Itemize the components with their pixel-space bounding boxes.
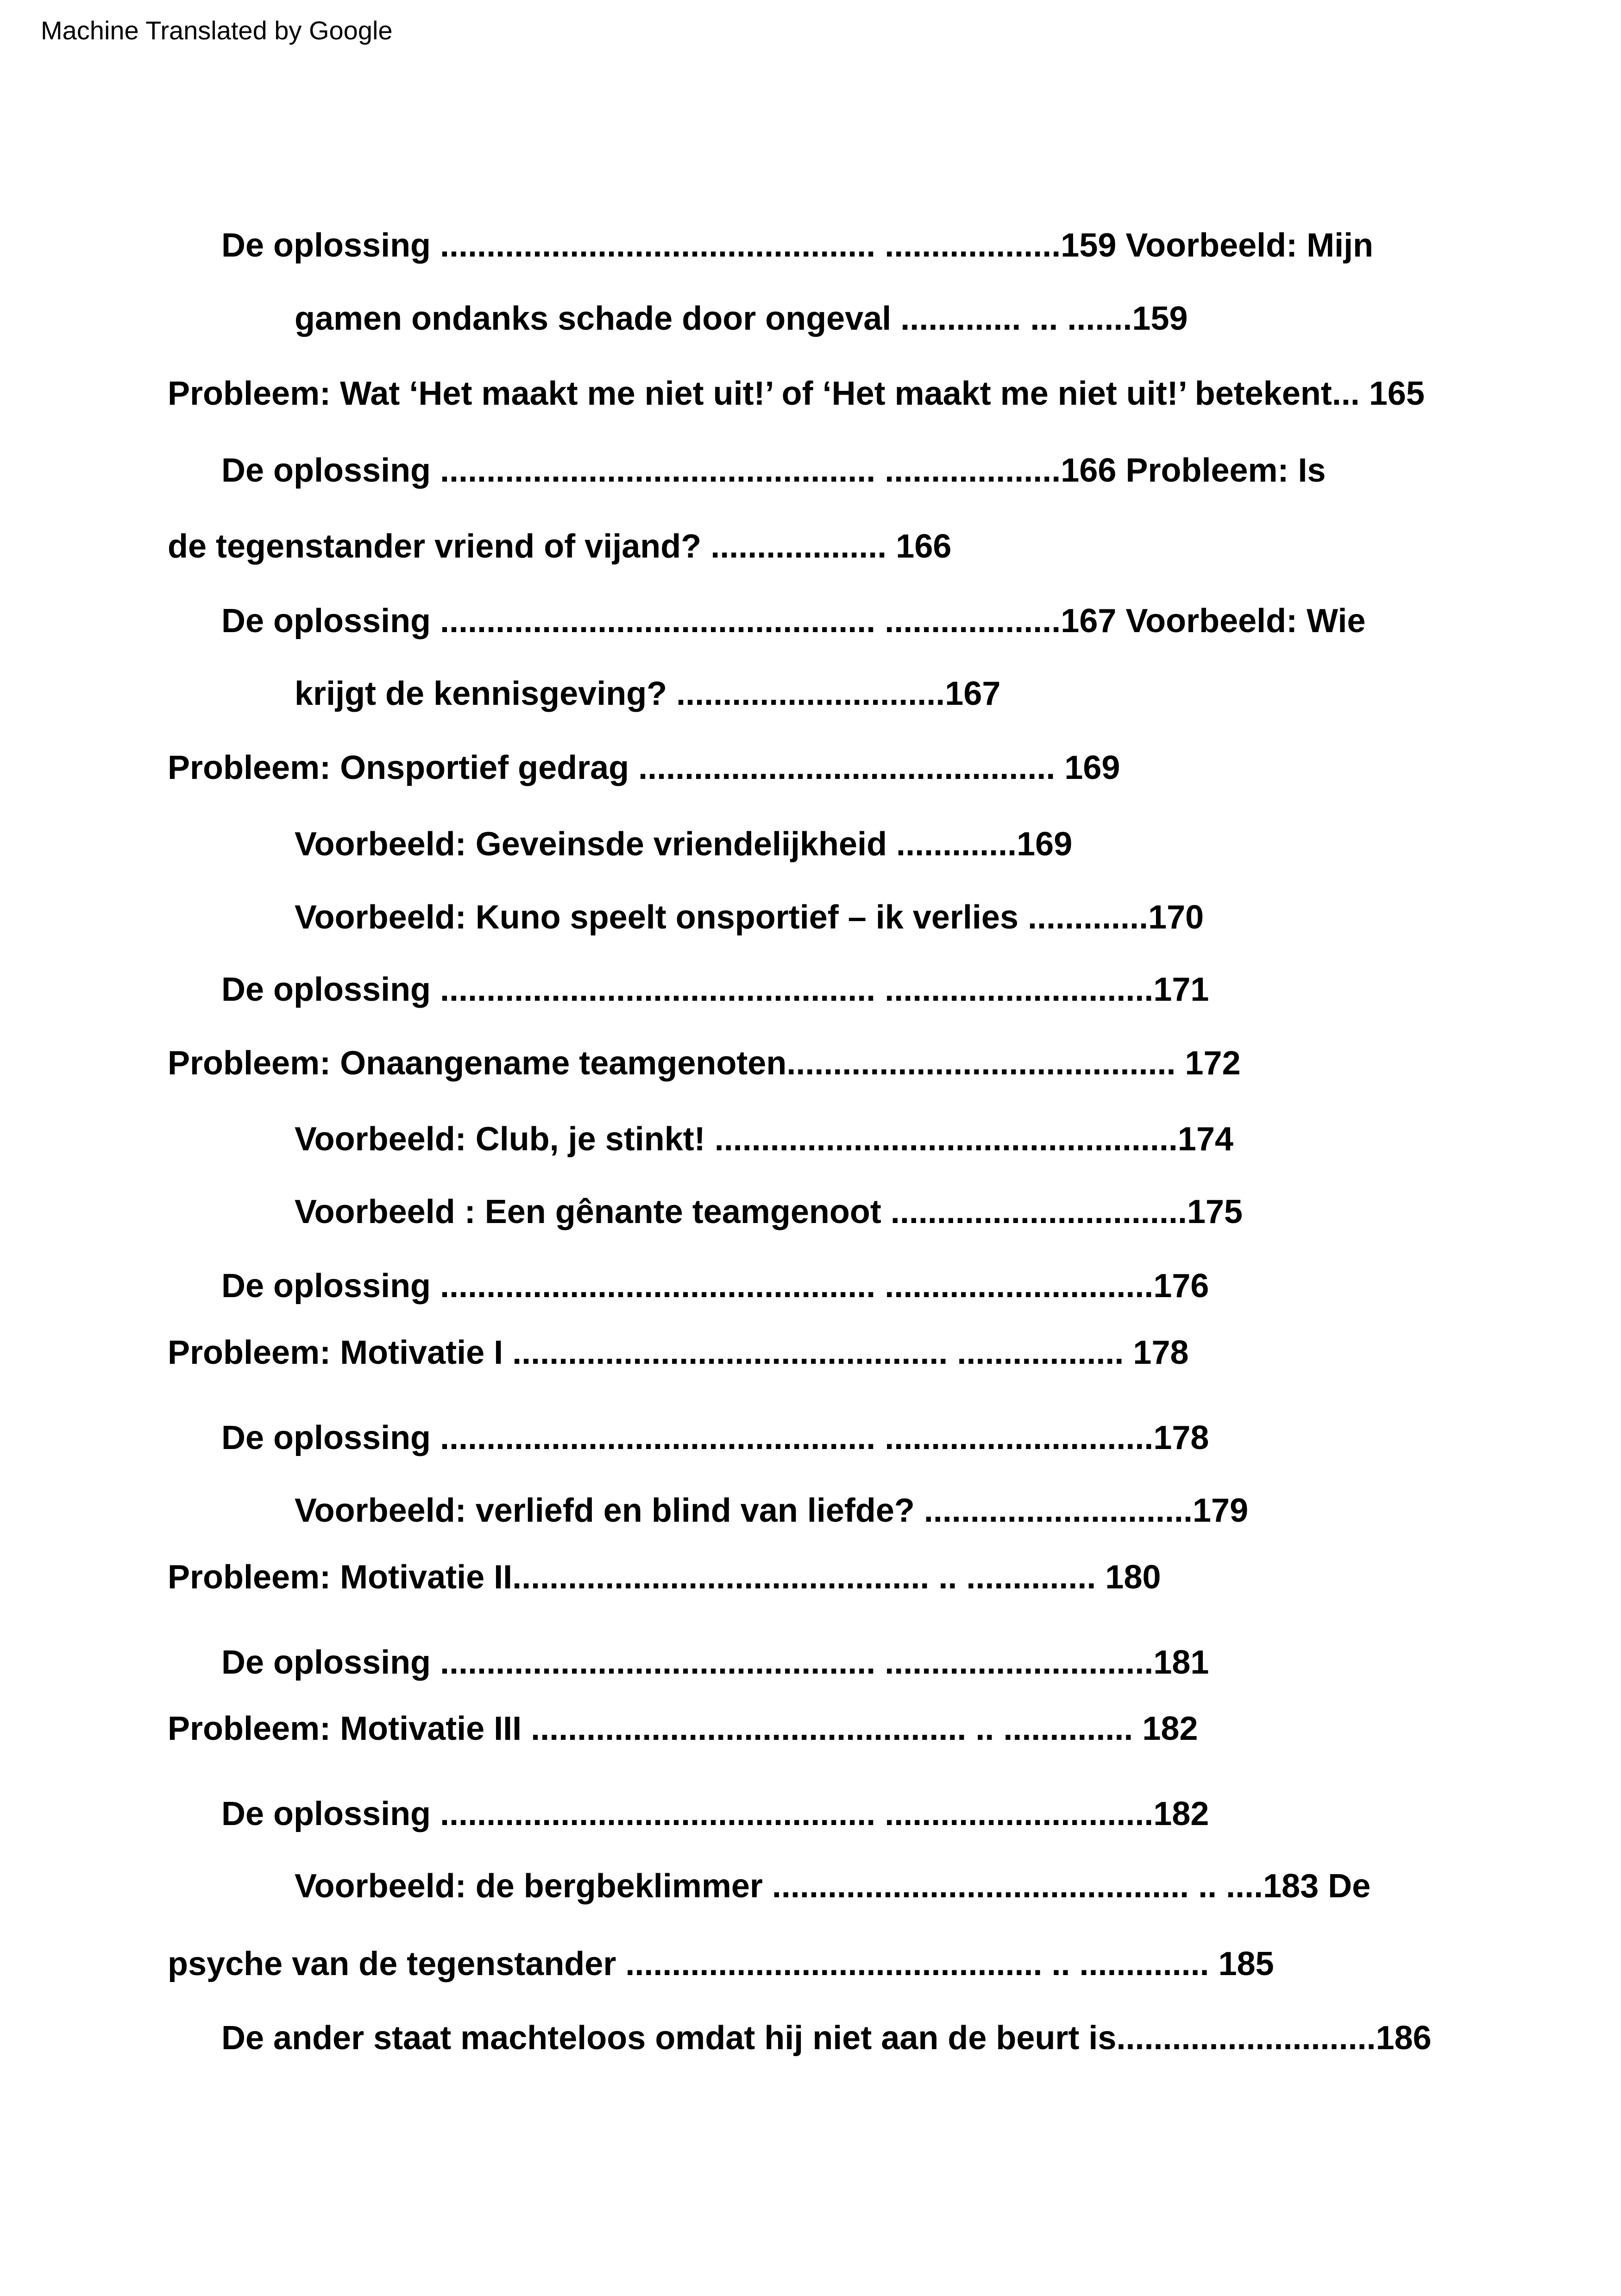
toc-entry: psyche van de tegenstander ............................................. .. .............. 185: [168, 1945, 1274, 1982]
toc-entry: Probleem: Motivatie II............................................. .. .............. 180: [168, 1559, 1161, 1596]
toc-entry: Voorbeeld: Club, je stinkt! ..................................................174: [295, 1121, 1234, 1158]
toc-entry: De ander staat machteloos omdat hij niet aan de beurt is............................186: [221, 2020, 1432, 2057]
toc-entry: De oplossing ............................................... ...................166 Probleem: Is: [221, 452, 1326, 489]
toc-entry: Probleem: Onsportief gedrag ............................................. 169: [168, 749, 1120, 786]
toc-entry: Probleem: Motivatie I ............................................... .................. 178: [168, 1334, 1189, 1371]
toc-entry: Probleem: Motivatie III ............................................... .. .............. 182: [168, 1710, 1198, 1747]
toc-entry: De oplossing ............................................... .............................181: [221, 1644, 1209, 1681]
toc-entry: de tegenstander vriend of vijand? ................... 166: [168, 528, 952, 565]
toc-entry: Probleem: Onaangename teamgenoten.......................................... 172: [168, 1045, 1241, 1082]
toc-entry: De oplossing ............................................... ...................159 Voorbeeld: Mijn: [221, 227, 1374, 264]
toc-entry: Voorbeeld : Een gênante teamgenoot ................................175: [295, 1193, 1243, 1230]
toc-entry: Voorbeeld: verliefd en blind van liefde? .............................179: [295, 1492, 1249, 1529]
toc-entry: Voorbeeld: Kuno speelt onsportief – ik verlies .............170: [295, 899, 1204, 936]
toc-entry: Voorbeeld: de bergbeklimmer ............................................. .. ....183 De: [295, 1868, 1371, 1905]
toc-entry: gamen ondanks schade door ongeval ............. ... .......159: [295, 300, 1188, 337]
toc-entry: De oplossing ............................................... .............................178: [221, 1419, 1209, 1456]
toc-entry: De oplossing ............................................... .............................171: [221, 971, 1209, 1008]
toc-entry: De oplossing ............................................... .............................176: [221, 1267, 1209, 1305]
toc-entry: Probleem: Wat ‘Het maakt me niet uit!’ of ‘Het maakt me niet uit!’ betekent... 165: [168, 375, 1425, 412]
toc-entry: De oplossing ............................................... .............................182: [221, 1795, 1209, 1832]
toc-entry: krijgt de kennisgeving? .............................167: [295, 675, 1001, 712]
machine-translation-notice: Machine Translated by Google: [41, 16, 393, 45]
toc-entry: De oplossing ............................................... ...................167 Voorbeeld: Wie: [221, 602, 1366, 640]
toc-entry: Voorbeeld: Geveinsde vriendelijkheid .............169: [295, 826, 1073, 863]
